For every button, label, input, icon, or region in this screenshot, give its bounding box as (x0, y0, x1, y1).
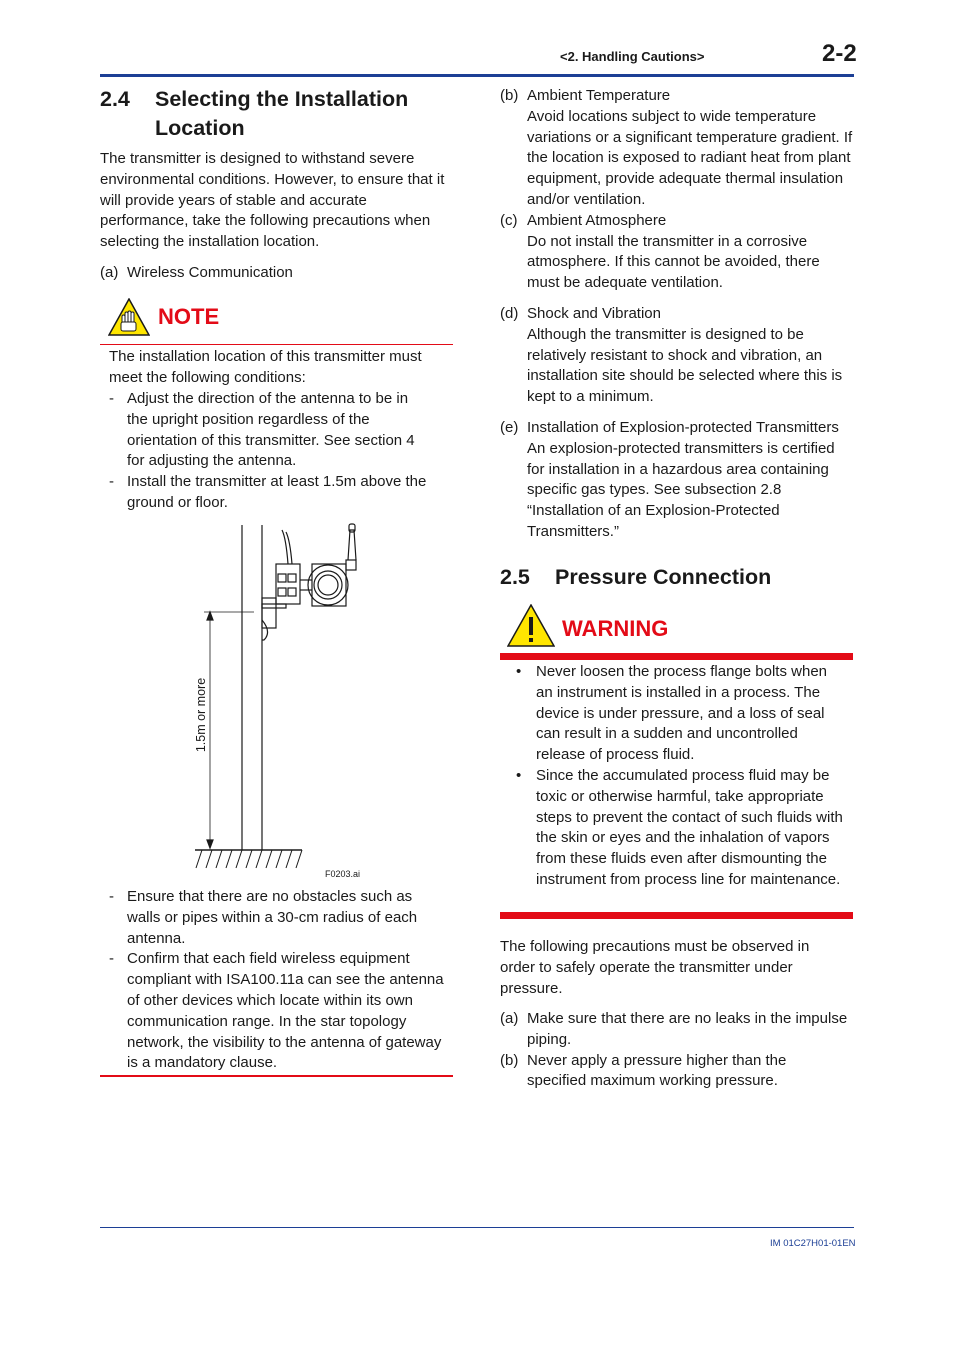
warning-title: WARNING (562, 616, 669, 641)
section-2-5-items (500, 1009, 860, 1092)
note-top-rule (100, 344, 453, 345)
item-a (100, 263, 450, 284)
footer-rule (100, 1227, 854, 1228)
note-bullet: - Ensure that there are no obstacles such as walls or pipes within a 30-cm radius of each antenna. (109, 888, 418, 947)
list-item: (b) Never apply a pressure higher than the specified maximum working pressure. (500, 1051, 787, 1090)
dimension-label: 1.5m or more (194, 677, 208, 753)
section-2-5-intro: The following precautions must be observed in order to safely operate the transmitter under pressure. (500, 938, 810, 997)
item-label: (a) (100, 264, 119, 281)
note-bullets (100, 389, 452, 514)
warning-bullets (500, 662, 854, 891)
section-2-5-heading (500, 563, 854, 592)
item-title: Installation of Explosion-protected Transmitters (527, 419, 839, 436)
item-title: Ambient Temperature (527, 87, 671, 104)
list-item: (d) Shock and Vibration Although the transmitter is designed to be relatively resistant to shock and vibration, an installation site should be selected where this is kept to a minimum. (500, 305, 843, 406)
note-icon (108, 298, 150, 336)
warning-bullet: • Since the accumulated process fluid may be toxic or otherwise harmful, take appropriate steps to prevent the contact of such fluids with the skin or eyes and the inhalation of vapors from these fluids even after dismounting the instrument from process line for maintenance. (516, 766, 843, 888)
note-bullets-2 (100, 887, 452, 1074)
figure-file-label: F0203.ai (325, 869, 361, 879)
section-title-line2: Location (155, 116, 245, 140)
item-body: Although the transmitter is designed to be relatively resistant to shock and vibration, an installation site should be selected where this is kept to a minimum. (527, 325, 843, 406)
list-item: (a) Make sure that there are no leaks in the impulse piping. (500, 1010, 848, 1048)
item-body: An explosion-protected transmitters is certified for installation in a hazardous area containing specific gas types. See subsection 2.8 “Installation of an Explosion-Protected Transmitters.” (527, 439, 835, 540)
note-bullet: - Confirm that each field wireless equipment compliant with ISA100.11a can see the antenna of other devices which locate within its own communication range. In the star topology network, the visibility to the antenna of gateway is a mandatory clause. (109, 950, 444, 1072)
note-intro: The installation location of this transmitter must meet the following conditions: (109, 348, 422, 386)
page-number: 2-2 (822, 40, 857, 67)
section-title: Pressure Connection (555, 565, 772, 589)
section-number: 2.4 (100, 87, 130, 111)
warning-bottom-rule (500, 912, 853, 919)
right-items-b-c (500, 86, 854, 294)
section-number: 2.5 (500, 565, 530, 589)
list-item: (c) Ambient Atmosphere Do not install the transmitter in a corrosive atmosphere. If this cannot be avoided, there must be adequate ventilation. (500, 211, 820, 292)
note-bullet: - Adjust the direction of the antenna to be in the upright position regardless of the orientation of this transmitter. See section 4 for adjusting the antenna. (109, 390, 415, 470)
warning-icon (507, 604, 555, 647)
section-2-4-intro: The transmitter is designed to withstand severe environmental conditions. However, to ensure that it will provide years of stable and accurate performance, take the following precautions when selecting the installation location. (100, 150, 445, 251)
note-bullet: - Install the transmitter at least 1.5m above the ground or floor. (109, 473, 427, 511)
item-body: Do not install the transmitter in a corrosive atmosphere. If this cannot be avoided, there must be adequate ventilation. (527, 232, 820, 292)
note-title: NOTE (158, 304, 220, 329)
note-bottom-rule (100, 1075, 453, 1077)
running-header: <2. Handling Cautions> (560, 49, 705, 64)
section-title-line1: Selecting the Installation (155, 87, 409, 111)
document-id: IM 01C27H01-01EN (770, 1238, 856, 1249)
item-title: Shock and Vibration (527, 305, 661, 322)
warning-top-rule (500, 653, 853, 660)
item-text: Wireless Communication (127, 264, 293, 281)
item-body: Avoid locations subject to wide temperature variations or a significant temperature gradient. If the location is exposed to radiant heat from plant equipment, provide adequate thermal insulation and/or ventilation. (527, 107, 853, 208)
warning-bullet: • Never loosen the process flange bolts when an instrument is installed in a process. The device is under pressure, and a loss of seal can result in a sudden and uncontrolled release of process fluid. (516, 663, 828, 764)
item-title: Ambient Atmosphere (527, 211, 667, 229)
list-item: (b) Ambient Temperature Avoid locations subject to wide temperature variations or a significant temperature gradient. If the location is exposed to radiant heat from plant equipment, provide adequate thermal insulation and/or ventilation. (500, 87, 853, 208)
section-2-4-heading (100, 85, 460, 143)
header-rule (100, 74, 854, 77)
installation-figure (190, 520, 370, 880)
list-item: (e) Installation of Explosion-protected Transmitters An explosion-protected transmitters is certified for installation in a hazardous area containing specific gas types. See subsection 2.8 “Installation of an Explosion-Protected Transmitters.” (500, 419, 839, 540)
